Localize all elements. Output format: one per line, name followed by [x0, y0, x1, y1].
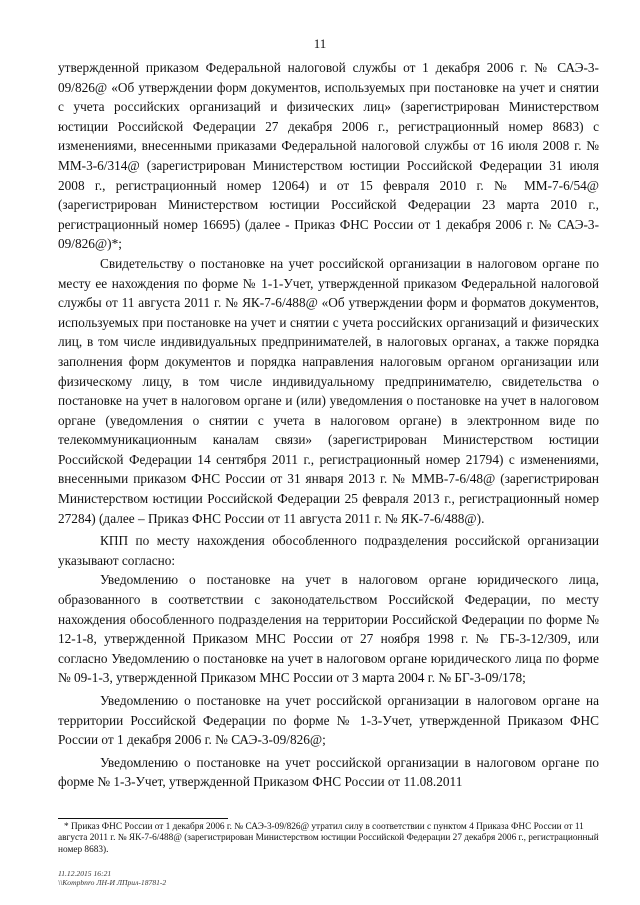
paragraph-2: Свидетельству о постановке на учет российской организации в налоговом органе по месту ее нахождения по форме № 1-1-Учет, утвержденной приказом Федеральной налоговой службы от 11 августа 2011 г. № ЯК-7-6/488@ «Об утверждении форм и форматов документов, используемых при постановке на учет и снятии с учета российских организаций и физических лиц, в том числе индивидуальных предпринимателей, в налоговых органах, а также порядка заполнения форм документов и порядка направления налоговым органом организации или физическому лицу, в том числе индивидуальному предпринимателю, свидетельства о постановке на учет в налоговом органе и (или) уведомления о постановке на учет в налоговом органе (уведомления о снятии с учета в налоговом органе) в электронном виде по телекоммуникационным каналам связи» (зарегистрирован Министерством юстиции Российской Федерации 14 сентября 2011 г., регистрационный номер 21794) с изменениями, внесенными приказом ФНС России от 31 января 2013 г. № ММВ-7-6/48@ (зарегистрирован Министерством юстиции Российской Федерации 25 февраля 2013 г., регистрационный номер 27284) (далее – Приказ ФНС России от 11 августа 2011 г. № ЯК-7-6/488@). [58, 255, 599, 526]
footnote-divider [58, 818, 228, 819]
paragraph-4: Уведомлению о постановке на учет в налоговом органе юридического лица, образованного в соответствии с законодательством Российской Федерации, по месту нахождения обособленного подразделения на территории Российской Федерации по форме № 12-1-8, утвержденной Приказом МНС России от 27 ноября 1998 г. № ГБ-3-12/309, или согласно Уведомлению о постановке на учет в налоговом органе юридического лица по форме № 09-1-3, утвержденной Приказом МНС России от 3 марта 2004 г. № БГ-3-09/178; [58, 572, 599, 686]
stamp-file: \\Kompbnro ЛН-И ЛПрил-18781-2 [58, 878, 167, 887]
paragraph-6: Уведомлению о постановке на учет российской организации в налоговом органе по форме № 1-3-Учет, утвержденной Приказом ФНС России от 11.08.2011 [58, 754, 599, 790]
paragraph-1: утвержденной приказом Федеральной налоговой службы от 1 декабря 2006 г. № САЭ-3-09/826@ «Об утверждении форм документов, используемых при постановке на учет и снятии с учета российских организаций и физических лиц» (зарегистрирован Министерством юстиции Российской Федерации 27 декабря 2006 г., регистрационный номер 8683) с изменениями, внесенными приказами Федеральной налоговой службы от 16 июля 2008 г. № ММ-3-6/314@ (зарегистрирован Министерством юстиции Российской Федерации 31 июля 2008 г., регистрационный номер 12064) и от 15 февраля 2010 г. № ММ-7-6/54@ (зарегистрирован Министерством юстиции Российской Федерации 23 марта 2010 г., регистрационный номер 16695) (далее - Приказ ФНС России от 1 декабря 2006 г. № САЭ-3-09/826@)*; [58, 60, 599, 252]
paragraph-3: КПП по месту нахождения обособленного подразделения российской организации указывают согласно: [58, 533, 599, 568]
page-number: 11 [313, 36, 327, 51]
document-body [58, 58, 599, 792]
paragraph-5: Уведомлению о постановке на учет российской организации в налоговом органе на территории Российской Федерации по форме № 1-3-Учет, утвержденной Приказом ФНС России от 1 декабря 2006 г. № САЭ-3-09/826@; [58, 693, 599, 748]
footnote-text: * Приказ ФНС России от 1 декабря 2006 г. № САЭ-3-09/826@ утратил силу в соответствии с пунктом 4 Приказа ФНС России от 11 августа 2011 г. № ЯК-7-6/488@ (зарегистрирован Министерством юстиции Российской Федерации 27 декабря 2006 г., регистрационный номер 8683). [58, 822, 599, 855]
stamp-date: 11.12.2015 16:21 [58, 869, 112, 878]
footnote [58, 822, 599, 856]
